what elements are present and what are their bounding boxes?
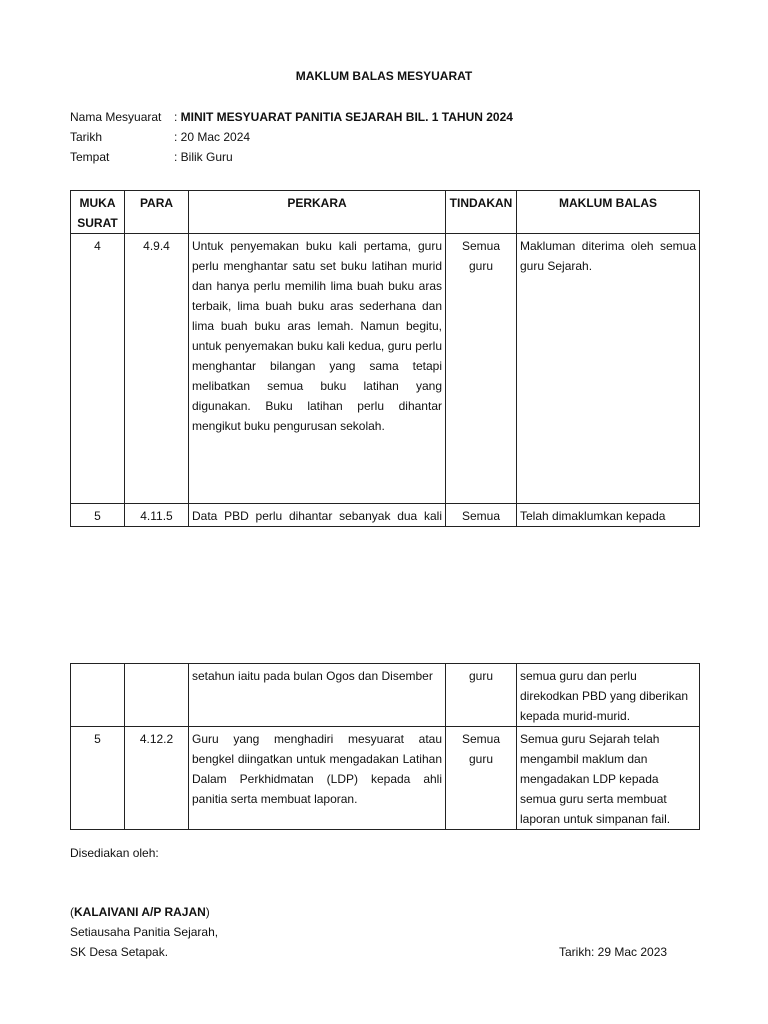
header-para: PARA xyxy=(125,191,189,234)
meta-colon: : xyxy=(174,110,181,124)
paren-open: ( xyxy=(70,905,74,919)
signatory-position: Setiausaha Panitia Sejarah, xyxy=(70,925,219,939)
meta-tarikh-label: Tarikh xyxy=(70,130,103,144)
header-perkara: PERKARA xyxy=(189,191,446,234)
header-tindakan: TINDAKAN xyxy=(446,191,517,234)
cell-maklum-balas: semua guru dan perlu direkodkan PBD yang diberikan kepada murid-murid. xyxy=(517,664,700,727)
table-row xyxy=(71,234,700,504)
feedback-table-page1 xyxy=(70,190,700,527)
cell-perkara: Data PBD perlu dihantar sebanyak dua kali xyxy=(189,504,446,527)
meta-nama-value: MINIT MESYUARAT PANITIA SEJARAH BIL. 1 TAHUN 2024 xyxy=(180,110,513,124)
table-row xyxy=(71,504,700,527)
cell-para xyxy=(125,664,189,727)
cell-para: 4.12.2 xyxy=(125,727,189,830)
paren-close: ) xyxy=(205,905,210,919)
meta-tempat-value: : Bilik Guru xyxy=(174,150,233,164)
cell-muka: 5 xyxy=(71,504,125,527)
meta-tarikh-value: : 20 Mac 2024 xyxy=(174,130,251,144)
feedback-table-page2 xyxy=(70,663,700,830)
cell-tindakan: Semua guru xyxy=(446,727,517,830)
cell-maklum-balas: Makluman diterima oleh semua guru Sejarah. xyxy=(517,234,700,504)
cell-tindakan: Semua xyxy=(446,504,517,527)
cell-perkara: Untuk penyemakan buku kali pertama, guru perlu menghantar satu set buku latihan murid dan hanya perlu memilih lima buah buku aras terbaik, lima buah buku aras sederhana dan lima buah buku aras lemah. Namun begitu, untuk penyemakan buku kali kedua, guru perlu menghantar bilangan yang sama tetapi melibatkan semua buku latihan yang digunakan. Buku latihan perlu dihantar mengikut buku pengurusan sekolah. xyxy=(189,234,446,504)
cell-para: 4.9.4 xyxy=(125,234,189,504)
cell-maklum-balas: Telah dimaklumkan kepada xyxy=(517,504,700,527)
document-title: MAKLUM BALAS MESYUARAT xyxy=(295,69,473,83)
school-name: SK Desa Setapak. xyxy=(70,945,169,959)
signature-date: Tarikh: 29 Mac 2023 xyxy=(559,945,668,959)
cell-para: 4.11.5 xyxy=(125,504,189,527)
cell-muka xyxy=(71,664,125,727)
table-row xyxy=(71,727,700,830)
cell-tindakan: Semua guru xyxy=(446,234,517,504)
meta-nama-label: Nama Mesyuarat xyxy=(70,110,162,124)
table-header-row xyxy=(71,191,700,234)
meta-tempat-label: Tempat xyxy=(70,150,110,164)
cell-perkara: Guru yang menghadiri mesyuarat atau bengkel diingatkan untuk mengadakan Latihan Dalam Perkhidmatan (LDP) kepada ahli panitia serta membuat laporan. xyxy=(189,727,446,830)
signatory-name: KALAIVANI A/P RAJAN xyxy=(74,905,206,919)
table-row xyxy=(71,664,700,727)
signatory-name-line xyxy=(70,905,210,919)
meta-nama-value-wrap xyxy=(174,110,513,124)
prepared-by-label: Disediakan oleh: xyxy=(70,846,159,860)
cell-muka: 5 xyxy=(71,727,125,830)
header-maklum-balas: MAKLUM BALAS xyxy=(517,191,700,234)
cell-perkara: setahun iaitu pada bulan Ogos dan Disember xyxy=(189,664,446,727)
cell-maklum-balas: Semua guru Sejarah telah mengambil maklum dan mengadakan LDP kepada semua guru serta membuat laporan untuk simpanan fail. xyxy=(517,727,700,830)
cell-muka: 4 xyxy=(71,234,125,504)
cell-tindakan: guru xyxy=(446,664,517,727)
header-muka-surat: MUKA SURAT xyxy=(71,191,125,234)
